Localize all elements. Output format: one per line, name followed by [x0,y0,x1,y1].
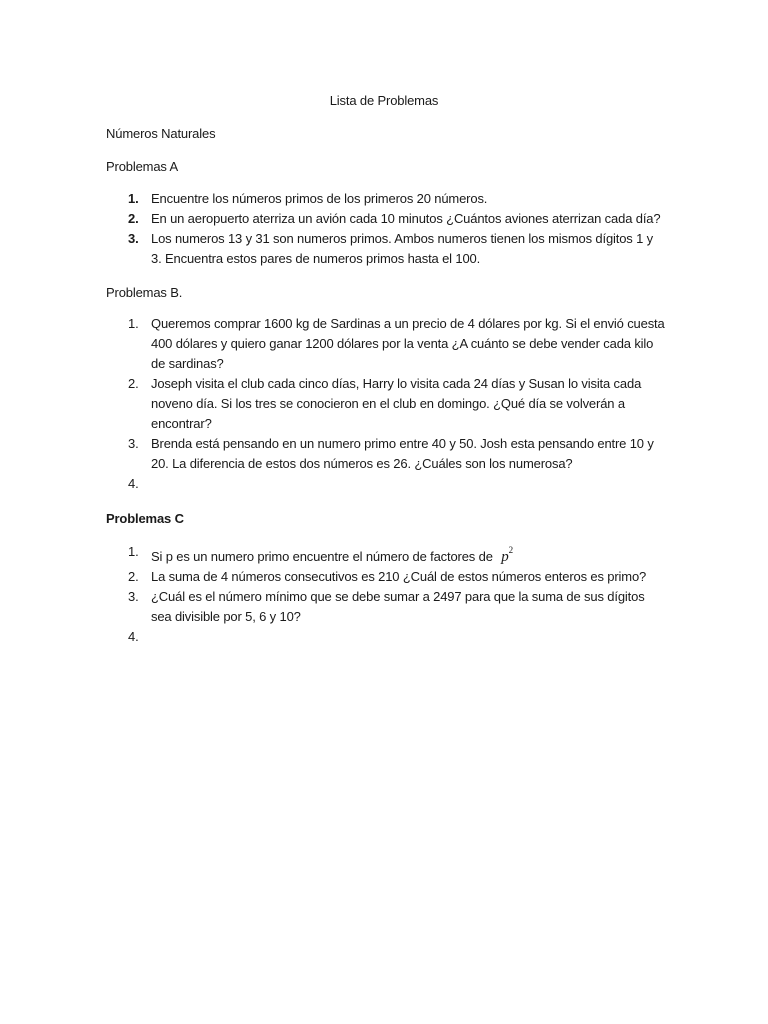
item-text: Queremos comprar 1600 kg de Sardinas a un precio de 4 dólares por kg. Si el envió cuesta 400 dólares y quiero ganar 1200 dólares por la venta ¿A cuánto se debe vender cada kilo de sardinas? [151,316,665,371]
item-text: La suma de 4 números consecutivos es 210 ¿Cuál de estos números enteros es primo? [151,569,647,584]
list-item [106,434,666,474]
list-item [106,567,666,587]
section-a-heading: Problemas A [106,159,179,174]
item-number: 1. [128,191,139,206]
item-text: En un aeropuerto aterriza un avión cada 10 minutos ¿Cuántos aviones aterrizan cada día? [151,211,661,226]
list-item [106,209,666,229]
item-text: Encuentre los números primos de los primeros 20 números. [151,191,488,206]
math-exponent: 2 [508,545,513,555]
section-c-heading: Problemas C [106,511,184,526]
list-item [106,542,666,567]
item-number: 4. [128,629,139,644]
item-number: 3. [128,436,139,451]
item-text: Si p es un numero primo encuentre el número de factores de [151,549,493,564]
subtitle: Números Naturales [106,126,216,141]
item-number: 3. [128,231,139,246]
list-item [106,189,666,209]
list-item [106,374,666,434]
item-number: 4. [128,476,139,491]
section-c-list [106,542,666,644]
item-text: Brenda está pensando en un numero primo entre 40 y 50. Josh esta pensando entre 10 y 20. La diferencia de estos dos números es 26. ¿Cuáles son los numerosa? [151,436,654,471]
list-item [106,314,666,374]
item-text: ¿Cuál es el número mínimo que se debe sumar a 2497 para que la suma de sus dígitos sea divisible por 5, 6 y 10? [151,589,645,624]
item-number: 2. [128,569,139,584]
page-title: Lista de Problemas [329,93,439,108]
item-text: Joseph visita el club cada cinco días, Harry lo visita cada 24 días y Susan lo visita cada noveno día. Si los tres se conocieron en el club en domingo. ¿Qué día se volverán a encontrar? [151,376,642,431]
list-item [106,229,666,269]
item-number: 2. [128,376,139,391]
item-number: 2. [128,211,139,226]
math-expression [501,545,513,565]
item-number: 1. [128,316,139,331]
item-text: Los numeros 13 y 31 son numeros primos. Ambos numeros tienen los mismos dígitos 1 y 3. Encuentra estos pares de numeros primos hasta el 100. [151,231,654,266]
section-b-list [106,314,666,491]
section-a-list [106,189,666,269]
section-b-heading: Problemas B. [106,285,183,300]
list-item [106,587,666,627]
math-base: p [501,549,509,565]
item-number: 1. [128,544,139,559]
item-number: 3. [128,589,139,604]
